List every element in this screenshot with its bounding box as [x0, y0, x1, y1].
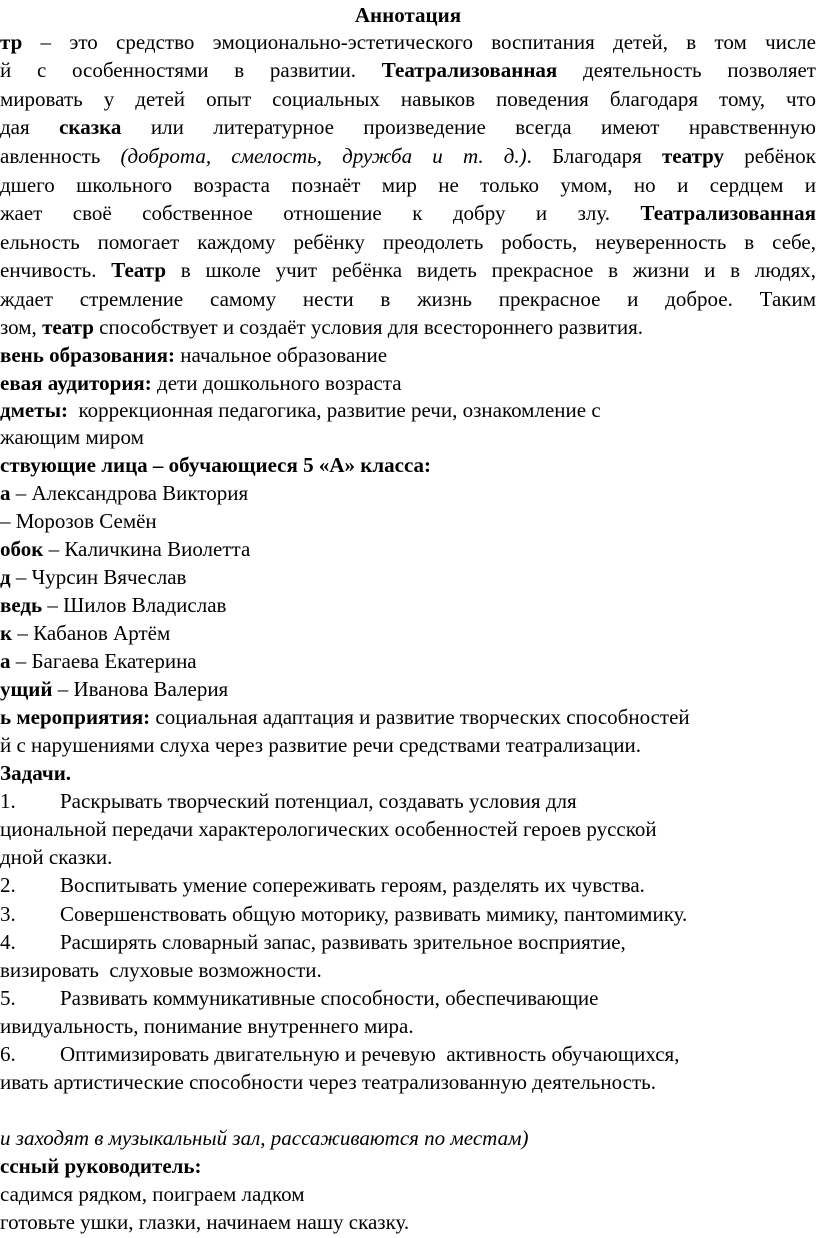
- meta-subjects: дметы: коррекционная педагогика, развитие речи, ознакомление с: [0, 398, 601, 422]
- annotation-line: тр – это средство эмоционально-эстетического воспитания детей, в том числе: [0, 30, 816, 54]
- task-item-cont: ивать артистические способности через театрализованную деятельность.: [0, 1070, 656, 1094]
- speaker-name: ссный руководитель:: [0, 1154, 202, 1178]
- annotation-line: жает своё собственное отношение к добру и злу. Театрализованная: [0, 201, 816, 225]
- annotation-line: й с особенностями в развитии. Театрализованная деятельность позволяет: [0, 58, 816, 82]
- task-item-cont: циональной передачи характерологических особенностей героев русской: [0, 817, 657, 841]
- task-item: 4. Расширять словарный запас, развивать зрительное восприятие,: [0, 930, 626, 954]
- annotation-line: ждает стремление самому нести в жизнь прекрасное и доброе. Таким: [0, 287, 816, 311]
- stage-direction: и заходят в музыкальный зал, рассаживаются по местам): [0, 1126, 529, 1150]
- speech-line: садимся рядком, поиграем ладком: [0, 1182, 305, 1206]
- speech-line: готовьте ушки, глазки, начинаем нашу сказку.: [0, 1210, 410, 1234]
- cast-entry: ведь – Шилов Владислав: [0, 593, 227, 617]
- annotation-line: ельность помогает каждому ребёнку преодолеть робость, неуверенность в себе,: [0, 230, 816, 254]
- task-item-cont: ивидуальность, понимание внутреннего мира.: [0, 1014, 414, 1038]
- task-item-cont: дной сказки.: [0, 845, 113, 869]
- annotation-line: дшего школьного возраста познаёт мир не только умом, но и сердцем и: [0, 173, 816, 197]
- task-item: 6. Оптимизировать двигательную и речевую активность обучающихся,: [0, 1042, 680, 1066]
- page-title: Аннотация: [354, 3, 462, 27]
- meta-audience: евая аудитория: дети дошкольного возраста: [0, 371, 402, 395]
- cast-heading: ствующие лица – обучающиеся 5 «А» класса:: [0, 453, 432, 477]
- goal-line: ь мероприятия: социальная адаптация и развитие творческих способностей: [0, 705, 690, 729]
- task-item-cont: визировать слуховые возможности.: [0, 958, 322, 982]
- annotation-line: енчивость. Театр в школе учит ребёнка видеть прекрасное в жизни и в людях,: [0, 258, 816, 282]
- cast-entry: – Морозов Семён: [0, 509, 157, 533]
- cast-entry: а – Александрова Виктория: [0, 481, 249, 505]
- task-item: 5. Развивать коммуникативные способности, обеспечивающие: [0, 986, 599, 1010]
- meta-level: вень образования: начальное образование: [0, 343, 388, 367]
- task-item: 1. Раскрывать творческий потенциал, создавать условия для: [0, 789, 577, 813]
- cast-entry: к – Кабанов Артём: [0, 621, 171, 645]
- annotation-line: авленность (доброта, смелость, дружба и т. д.). Благодаря театру ребёнок: [0, 144, 816, 168]
- cast-entry: а – Багаева Екатерина: [0, 649, 197, 673]
- task-item: 3. Совершенствовать общую моторику, развивать мимику, пантомимику.: [0, 902, 688, 926]
- annotation-line: мировать у детей опыт социальных навыков поведения благодаря тому, что: [0, 87, 816, 111]
- task-item: 2. Воспитывать умение сопереживать героям, разделять их чувства.: [0, 873, 645, 897]
- cast-entry: ущий – Иванова Валерия: [0, 677, 229, 701]
- annotation-line: зом, театр способствует и создаёт условия для всестороннего развития.: [0, 315, 643, 339]
- tasks-heading: Задачи.: [0, 761, 72, 785]
- goal-line-cont: й с нарушениями слуха через развитие речи средствами театрализации.: [0, 733, 642, 757]
- cast-entry: обок – Каличкина Виолетта: [0, 537, 251, 561]
- meta-subjects-cont: жающим миром: [0, 425, 144, 449]
- cast-entry: д – Чурсин Вячеслав: [0, 565, 187, 589]
- annotation-line: дая сказка или литературное произведение всегда имеют нравственную: [0, 115, 816, 139]
